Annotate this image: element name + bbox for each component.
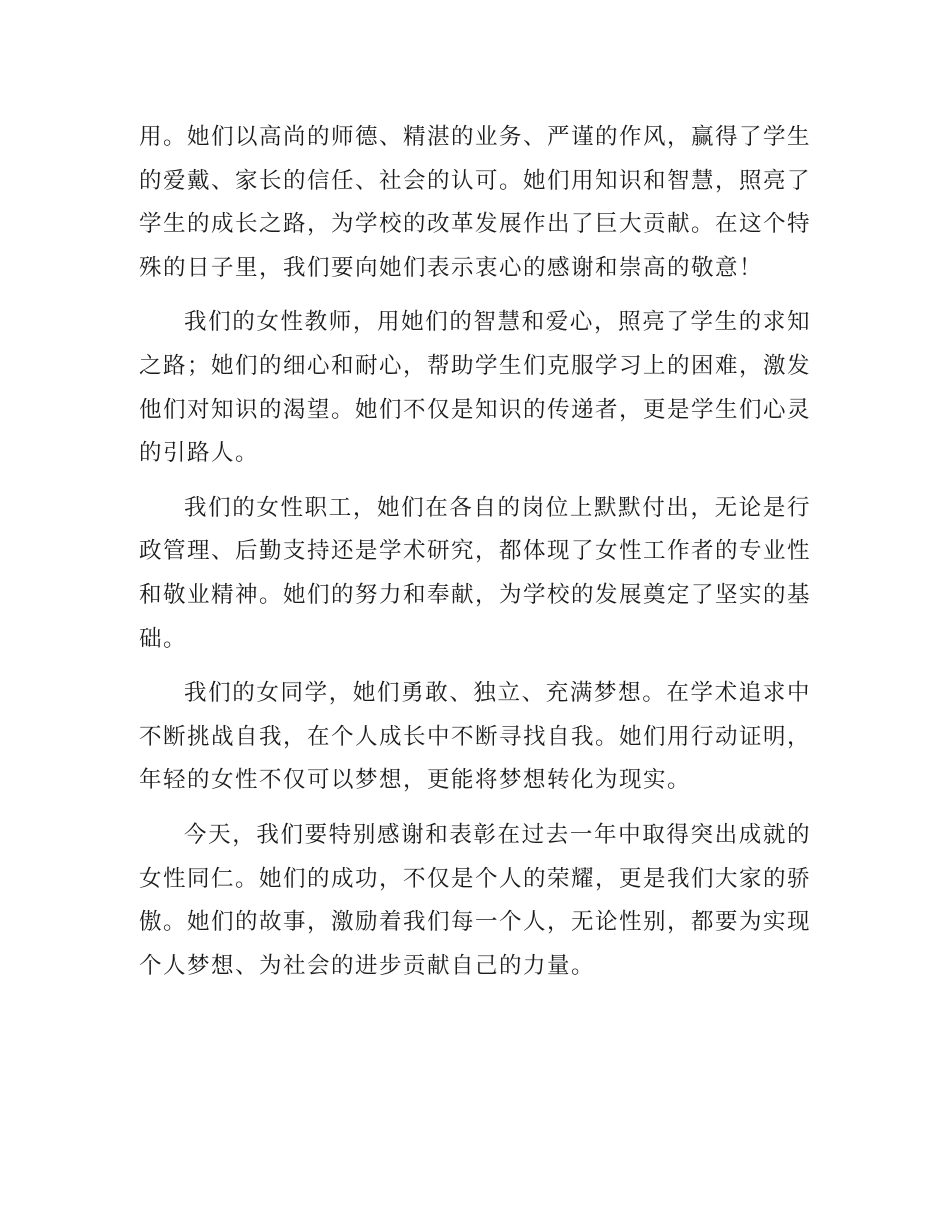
paragraph-recognition: 今天，我们要特别感谢和表彰在过去一年中取得突出成就的女性同仁。她们的成功，不仅是个人的荣耀，更是我们大家的骄傲。她们的故事，激励着我们每一个人，无论性别，都要为实现个人梦想、为社会的进步贡献自己的力量。 [139,821,812,979]
paragraph-female-staff: 我们的女性职工，她们在各自的岗位上默默付出，无论是行政管理、后勤支持还是学术研究，都体现了女性工作者的专业性和敬业精神。她们的努力和奉献，为学校的发展奠定了坚实的基础。 [139,494,812,652]
paragraph-female-teachers: 我们的女性教师，用她们的智慧和爱心，照亮了学生的求知之路；她们的细心和耐心，帮助学生们克服学习上的困难，激发他们对知识的渴望。她们不仅是知识的传递者，更是学生们心灵的引路人。 [139,309,812,467]
paragraph-continuation: 用。她们以高尚的师德、精湛的业务、严谨的作风，赢得了学生的爱戴、家长的信任、社会的认可。她们用知识和智慧，照亮了学生的成长之路，为学校的改革发展作出了巨大贡献。在这个特殊的日子里，我们要向她们表示衷心的感谢和崇高的敬意！ [139,124,812,281]
paragraph-female-students: 我们的女同学，她们勇敢、独立、充满梦想。在学术追求中不断挑战自我，在个人成长中不断寻找自我。她们用行动证明，年轻的女性不仅可以梦想，更能将梦想转化为现实。 [139,680,812,794]
document-body [139,116,811,999]
